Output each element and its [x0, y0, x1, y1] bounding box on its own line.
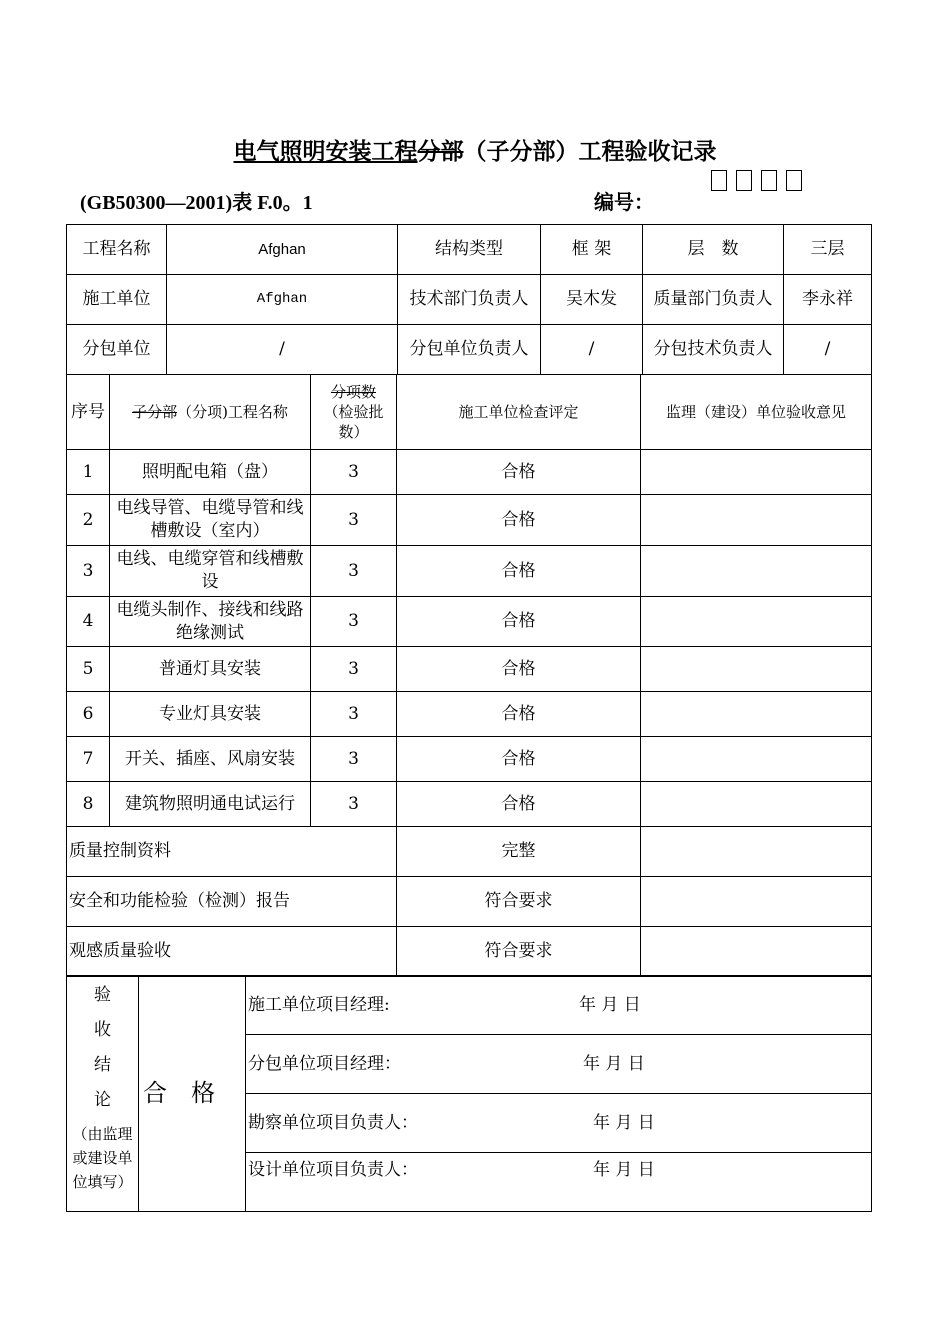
item-opinion[interactable]	[641, 692, 872, 737]
item-no: 6	[67, 692, 110, 737]
item-result: 合格	[397, 495, 641, 546]
item-name: 照明配电箱（盘）	[110, 450, 311, 495]
code-boxes[interactable]	[711, 170, 802, 191]
summary-row	[67, 927, 872, 977]
signer-date: 年 月 日	[593, 1112, 655, 1133]
item-count: 3	[311, 495, 397, 546]
code-box[interactable]	[736, 170, 752, 191]
item-result: 合格	[397, 782, 641, 827]
code-box[interactable]	[711, 170, 727, 191]
table-row	[67, 495, 872, 546]
title-part2: 分部	[417, 138, 464, 165]
signer-date: 年 月 日	[583, 1053, 645, 1074]
item-name: 开关、插座、风扇安装	[110, 737, 311, 782]
item-no: 5	[67, 647, 110, 692]
sub-tech-label: 分包技术负责人	[643, 325, 784, 375]
item-result: 合格	[397, 450, 641, 495]
document-title	[0, 133, 950, 166]
standard-code: (GB50300—2001)表 F.0。1	[80, 192, 313, 214]
table-row	[67, 647, 872, 692]
code-box[interactable]	[786, 170, 802, 191]
item-result: 合格	[397, 692, 641, 737]
signer-row[interactable]	[246, 1094, 872, 1153]
summary-value: 完整	[397, 827, 641, 877]
summary-row	[67, 877, 872, 927]
item-count: 3	[311, 692, 397, 737]
tech-head-label: 技术部门负责人	[398, 275, 541, 325]
signer-row[interactable]	[246, 1153, 872, 1212]
signer-row[interactable]	[246, 976, 872, 1035]
table-row	[67, 737, 872, 782]
conclusion-char: 验	[94, 985, 111, 1005]
sub-head-label: 分包单位负责人	[398, 325, 541, 375]
conclusion-label	[67, 976, 139, 1212]
item-no: 7	[67, 737, 110, 782]
quality-head-label: 质量部门负责人	[643, 275, 784, 325]
item-name: 电线导管、电缆导管和线槽敷设（室内）	[110, 495, 311, 546]
name-header-strike: 子分部	[132, 403, 178, 421]
count-header-rest: （检验批数）	[323, 403, 384, 441]
item-count: 3	[311, 647, 397, 692]
item-opinion[interactable]	[641, 450, 872, 495]
item-no: 2	[67, 495, 110, 546]
item-name: 电线、电缆穿管和线槽敷设	[110, 546, 311, 597]
quality-head-value: 李永祥	[784, 275, 872, 325]
item-opinion[interactable]	[641, 546, 872, 597]
table-row	[67, 782, 872, 827]
signer-label: 施工单位项目经理:	[248, 994, 390, 1015]
table-row	[67, 450, 872, 495]
item-opinion[interactable]	[641, 647, 872, 692]
contractor-value: Afghan	[167, 275, 398, 325]
summary-value: 符合要求	[397, 877, 641, 927]
summary-label: 观感质量验收	[67, 927, 397, 977]
summary-label: 安全和功能检验（检测）报告	[67, 877, 397, 927]
summary-value: 符合要求	[397, 927, 641, 977]
summary-label: 质量控制资料	[67, 827, 397, 877]
table-row	[67, 692, 872, 737]
item-opinion[interactable]	[641, 782, 872, 827]
item-count: 3	[311, 597, 397, 647]
signer-label: 分包单位项目经理：	[248, 1053, 401, 1074]
item-name: 建筑物照明通电试运行	[110, 782, 311, 827]
signer-label: 勘察单位项目负责人：	[248, 1112, 418, 1133]
summary-opinion[interactable]	[641, 877, 872, 927]
item-no: 8	[67, 782, 110, 827]
table-row	[67, 546, 872, 597]
summary-row	[67, 827, 872, 877]
item-opinion[interactable]	[641, 737, 872, 782]
conclusion-result: 合 格	[139, 976, 246, 1212]
info-table	[66, 224, 872, 375]
item-result: 合格	[397, 737, 641, 782]
conclusion-char: 收	[94, 1020, 111, 1040]
item-no: 1	[67, 450, 110, 495]
item-result: 合格	[397, 546, 641, 597]
item-count: 3	[311, 737, 397, 782]
items-table	[66, 374, 872, 977]
project-name-label: 工程名称	[67, 225, 167, 275]
sub-label: 分包单位	[67, 325, 167, 375]
table-row	[67, 597, 872, 647]
sub-tech-value: /	[784, 325, 872, 375]
item-name: 专业灯具安装	[110, 692, 311, 737]
count-header-strike: 分项数	[330, 383, 376, 401]
title-part1: 电气照明安装工程	[233, 138, 418, 165]
tech-head-value: 吴木发	[541, 275, 643, 325]
structure-label: 结构类型	[398, 225, 541, 275]
item-opinion[interactable]	[641, 597, 872, 647]
project-name: Afghan	[167, 225, 398, 275]
signer-date: 年 月 日	[593, 1160, 655, 1180]
count-header	[311, 375, 397, 450]
item-count: 3	[311, 782, 397, 827]
item-count: 3	[311, 450, 397, 495]
conclusion-char: 结	[94, 1055, 111, 1075]
item-result: 合格	[397, 597, 641, 647]
floors-label: 层 数	[643, 225, 784, 275]
item-name: 普通灯具安装	[110, 647, 311, 692]
sub-head-value: /	[541, 325, 643, 375]
item-count: 3	[311, 546, 397, 597]
item-result: 合格	[397, 647, 641, 692]
item-opinion[interactable]	[641, 495, 872, 546]
item-name: 电缆头制作、接线和线路绝缘测试	[110, 597, 311, 647]
signer-label: 设计单位项目负责人：	[248, 1160, 418, 1180]
conclusion-char: 论	[94, 1090, 111, 1110]
floors-value: 三层	[784, 225, 872, 275]
signer-row[interactable]	[246, 1035, 872, 1094]
eval-header: 施工单位检查评定	[397, 375, 641, 450]
name-header-rest: （分项)工程名称	[177, 403, 288, 421]
opinion-header: 监理（建设）单位验收意见	[641, 375, 872, 450]
signer-date: 年 月 日	[579, 994, 641, 1015]
summary-opinion[interactable]	[641, 827, 872, 877]
contractor-label: 施工单位	[67, 275, 167, 325]
name-header	[110, 375, 311, 450]
code-box[interactable]	[761, 170, 777, 191]
code-label: 编号：	[594, 190, 654, 214]
summary-opinion[interactable]	[641, 927, 872, 977]
conclusion-note: （由监理或建设单位填写）	[72, 1125, 133, 1191]
structure-value: 框 架	[541, 225, 643, 275]
title-part3: （子分部）工程验收记录	[463, 138, 717, 165]
item-no: 4	[67, 597, 110, 647]
sub-value: /	[167, 325, 398, 375]
seq-header: 序号	[67, 375, 110, 450]
conclusion-table	[66, 975, 872, 1212]
item-no: 3	[67, 546, 110, 597]
